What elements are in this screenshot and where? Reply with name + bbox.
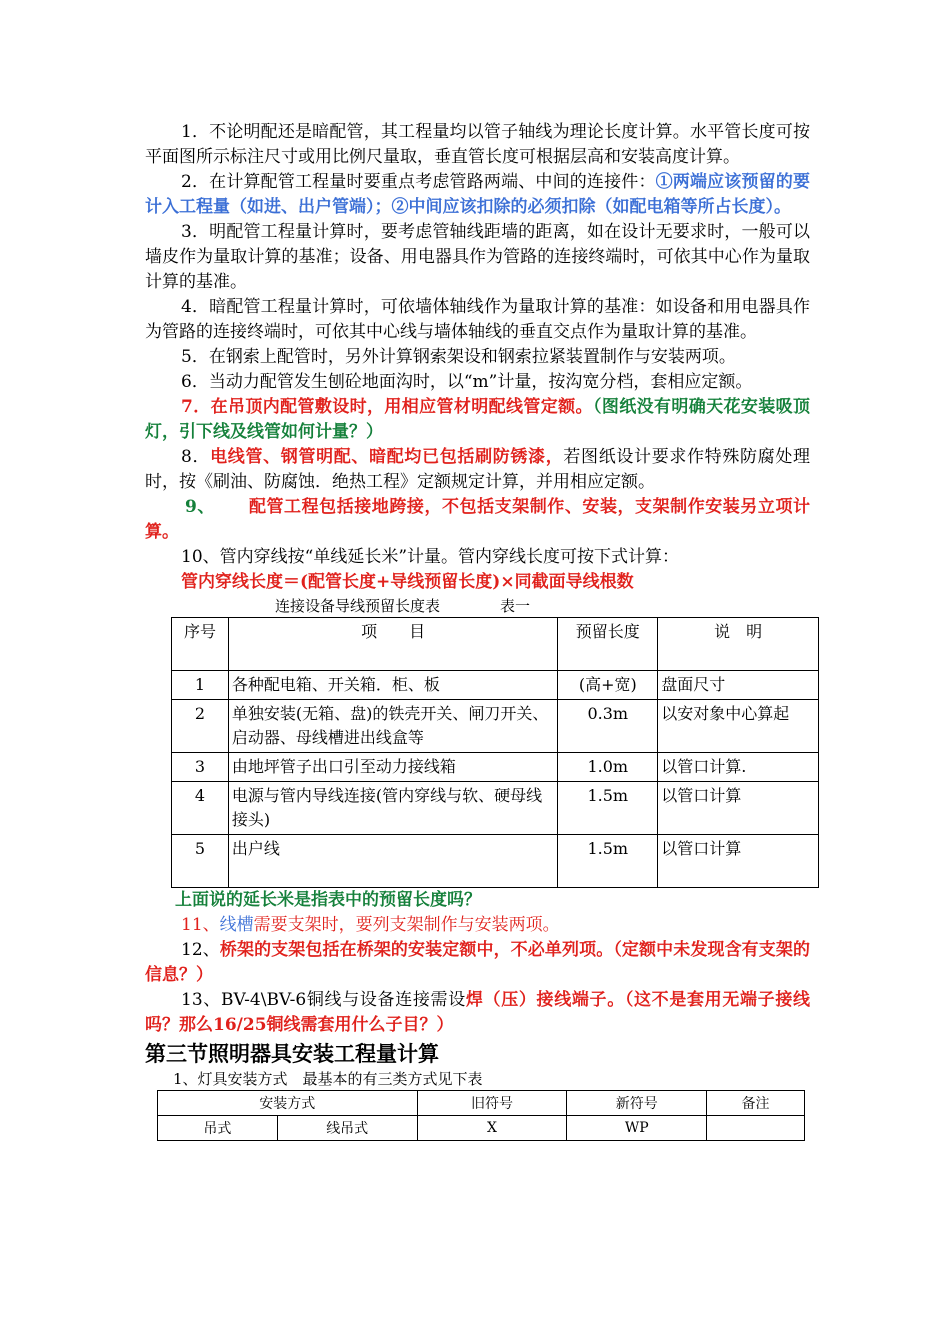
table-row — [158, 1116, 805, 1141]
paragraph-9 — [145, 495, 810, 545]
table-header-cell: 新符号 — [567, 1091, 707, 1116]
table-cell: 线吊式 — [277, 1116, 417, 1141]
paragraph-7 — [145, 395, 810, 445]
paragraph-2 — [145, 170, 810, 220]
table-cell: 1 — [172, 671, 229, 700]
table-cell: 由地坪管子出口引至动力接线箱 — [228, 753, 557, 782]
table-cell: 出户线 — [228, 835, 557, 888]
table-row — [172, 835, 819, 888]
paragraph-11 — [145, 913, 810, 938]
table-cell: 吊式 — [158, 1116, 278, 1141]
table-cell: 5 — [172, 835, 229, 888]
paragraph-10: 10、管内穿线按“单线延长米”计量。管内穿线长度可按下式计算： — [181, 547, 680, 567]
table-cell: 以管口计算. — [658, 753, 819, 782]
table-cell: 2 — [172, 700, 229, 753]
table-cell: 以安对象中心算起 — [658, 700, 819, 753]
table-header-cell: 备注 — [707, 1091, 805, 1116]
paragraph-4: 4．暗配管工程量计算时，可依墙体轴线作为量取计算的基准：如设备和用电器具作为管路的连接终端时，可依其中心线与墙体轴线的垂直交点作为量取计算的基准。 — [145, 297, 810, 342]
table-cell: 1.5m — [558, 835, 658, 888]
paragraph-9-number: 9、 — [185, 497, 215, 517]
paragraph-11-term: 线槽 — [219, 915, 254, 935]
table-cell: 4 — [172, 782, 229, 835]
table-row — [172, 782, 819, 835]
table-header-row — [172, 618, 819, 671]
paragraph-11-text: 需要支架时，要列支架制作与安装两项。 — [253, 915, 560, 935]
table-cell: 1.5m — [558, 782, 658, 835]
formula: 管内穿线长度＝(配管长度+导线预留长度)×同截面导线根数 — [181, 572, 634, 592]
table-cell: WP — [567, 1116, 707, 1141]
paragraph-7-question: （图纸没有明确天花安装吸顶灯，引下线及线管如何计量？） — [145, 397, 811, 442]
table-cell: 以管口计算 — [658, 782, 819, 835]
paragraph-9-highlight: 配管工程包括接地跨接，不包括支架制作、安装，支架制作安装另立项计算。 — [145, 497, 810, 542]
paragraph-8-highlight: 电线管、钢管明配、暗配均已包括刷防锈漆， — [210, 447, 564, 467]
table-cell: 1.0m — [558, 753, 658, 782]
table-cell: 单独安装(无箱、盘)的铁壳开关、闸刀开关、启动器、母线槽进出线盒等 — [228, 700, 557, 753]
table-row — [172, 671, 819, 700]
table-header-row — [158, 1091, 805, 1116]
paragraph-8-number: 8． — [181, 447, 211, 467]
paragraph-2-highlight: ①两端应该预留的要计入工程量（如进、出户管端）；②中间应该扣除的必须扣除（如配电箱等所占长度）。 — [145, 172, 810, 217]
document-page — [145, 120, 810, 1141]
table-cell: 以管口计算 — [658, 835, 819, 888]
paragraph-3: 3．明配管工程量计算时，要考虑管轴线距墙的距离，如在设计无要求时，一般可以墙皮作为量取计算的基准；设备、用电器具作为管路的连接终端时，可依其中心作为量取计算的基准。 — [145, 222, 810, 292]
paragraph-12 — [145, 938, 810, 988]
table-row — [172, 700, 819, 753]
table1-caption — [145, 595, 810, 617]
paragraph-13-text: 13、BV-4\BV-6铜线与设备连接需设 — [181, 990, 466, 1010]
section-title: 第三节照明器具安装工程量计算 — [145, 1042, 439, 1066]
paragraph-2-text: 2．在计算配管工程量时要重点考虑管路两端、中间的连接件： — [181, 172, 656, 192]
lamp-install-table — [157, 1090, 805, 1141]
table-header-cell: 序号 — [172, 618, 229, 671]
table1-caption-tag: 表一 — [500, 597, 531, 615]
table-header-cell: 预留长度 — [558, 618, 658, 671]
question-1: 上面说的延长米是指表中的预留长度吗？ — [175, 890, 481, 910]
table1-caption-title: 连接设备导线预留长度表 — [275, 597, 441, 615]
table-header-cell: 旧符号 — [417, 1091, 567, 1116]
paragraph-7-highlight: 7．在吊顶内配管敷设时，用相应管材明配线管定额。 — [181, 397, 593, 417]
paragraph-13-highlight: 焊（压）接线端子。（这不是套用无端子接线吗？那么16/25铜线需套用什么子目？） — [145, 990, 810, 1035]
reserve-length-table — [171, 617, 819, 888]
table-cell: (高+宽) — [558, 671, 658, 700]
table-cell: 盘面尺寸 — [658, 671, 819, 700]
table-header-cell: 项 目 — [228, 618, 557, 671]
paragraph-8 — [145, 445, 810, 495]
table-cell: 0.3m — [558, 700, 658, 753]
paragraph-12-highlight: 桥架的支架包括在桥架的安装定额中，不必单列项。（定额中未发现含有支架的信息？） — [145, 940, 811, 985]
table-row — [172, 753, 819, 782]
paragraph-5: 5．在钢索上配管时，另外计算钢索架设和钢索拉紧装置制作与安装两项。 — [181, 347, 736, 367]
paragraph-1: 1．不论明配还是暗配管，其工程量均以管子轴线为理论长度计算。水平管长度可按平面图所示标注尺寸或用比例尺量取，垂直管长度可根据层高和安装高度计算。 — [145, 122, 810, 167]
table-header-cell: 安装方式 — [158, 1091, 418, 1116]
table-cell: X — [417, 1116, 567, 1141]
table-cell: 电源与管内导线连接(管内穿线与软、硬母线接头) — [228, 782, 557, 835]
paragraph-11-number: 11、 — [181, 915, 220, 935]
lamp-intro: 1、灯具安装方式 最基本的有三类方式见下表 — [173, 1070, 483, 1088]
table-cell: 各种配电箱、开关箱．柜、板 — [228, 671, 557, 700]
table-header-cell: 说 明 — [658, 618, 819, 671]
table-cell — [707, 1116, 805, 1141]
paragraph-6: 6．当动力配管发生刨砼地面沟时，以“m”计量，按沟宽分档，套相应定额。 — [181, 372, 753, 392]
paragraph-13 — [145, 988, 810, 1038]
paragraph-12-number: 12、 — [181, 940, 220, 960]
table-cell: 3 — [172, 753, 229, 782]
paragraph-8-text: 若图纸设计要求作特殊防腐处理时，按《刷油、防腐蚀．绝热工程》定额规定计算，并用相应定额。 — [145, 447, 810, 492]
